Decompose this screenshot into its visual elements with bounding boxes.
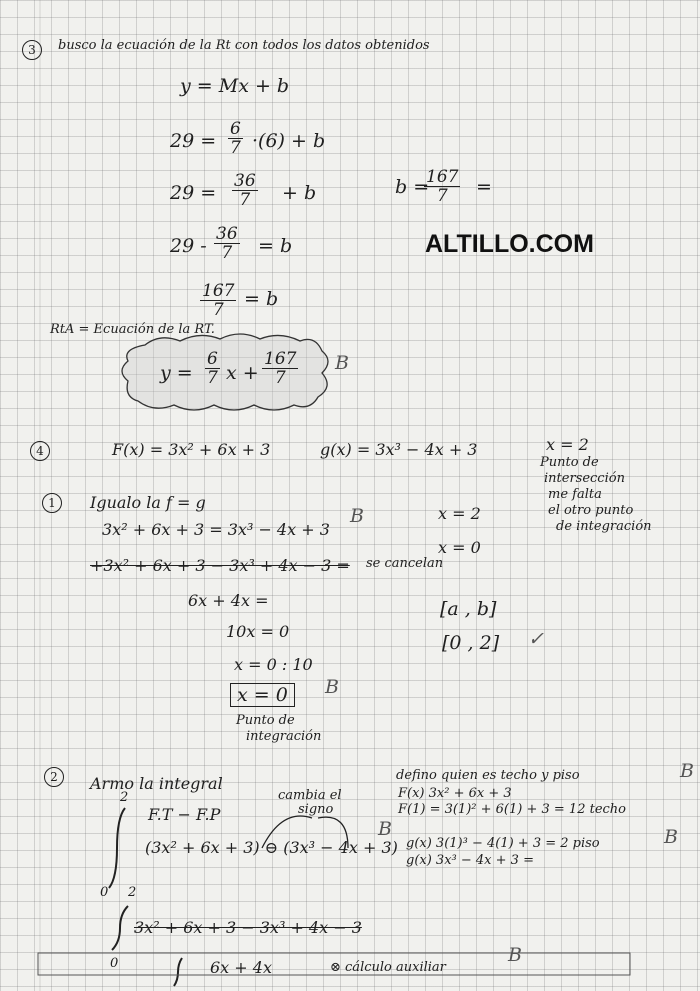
eq4-den: 7	[221, 243, 233, 263]
b-mark-5: B	[378, 818, 392, 840]
eq3-side-right: =	[476, 176, 492, 198]
cambia-label: cambia el	[278, 788, 342, 803]
eq4-left: 29 -	[170, 235, 207, 257]
section-number-3: 3	[22, 40, 42, 60]
eq2-fraction	[228, 120, 243, 157]
answer-y: y =	[160, 362, 193, 384]
boxed-result	[230, 684, 295, 706]
answer-mid: x +	[226, 362, 259, 384]
eq3-side-left: b =	[395, 176, 430, 198]
function-f: F(x) = 3x² + 6x + 3	[112, 440, 271, 459]
note-line-3: me falta	[548, 487, 602, 502]
part1-line2: +3x² + 6x + 3 − 3x³ + 4x − 3 =	[90, 556, 350, 575]
eq3-num: 36	[234, 171, 256, 191]
integral2-upper: 2	[128, 885, 137, 900]
integral-lower: 0	[100, 885, 109, 900]
watermark: ALTILLO.COM	[425, 230, 594, 258]
interval-ab: [a , b]	[440, 598, 497, 620]
note-line-4: el otro punto	[548, 503, 634, 518]
ft-fp: F.T − F.P	[148, 805, 221, 824]
b-mark-2: B	[350, 505, 364, 527]
answer-den-1: 7	[207, 368, 218, 388]
note-line-2: intersección	[544, 471, 625, 486]
answer-label: RtA = Ecuación de la RT.	[50, 322, 215, 337]
cancel-note: se cancelan	[366, 556, 444, 571]
b-mark-1: B	[335, 352, 349, 374]
check-mark: ✓	[528, 628, 544, 650]
part-number-2: 2	[44, 767, 64, 787]
integral-sign-2	[112, 906, 128, 950]
eq5-den: 7	[212, 300, 224, 320]
boxed-result-text: x = 0	[230, 683, 295, 707]
side-x-0: x = 0	[438, 538, 481, 557]
answer-den-2: 7	[274, 368, 286, 388]
eq2-den: 7	[230, 138, 241, 158]
eq5-num: 167	[202, 281, 235, 301]
integral-expr: (3x² + 6x + 3) ⊖ (3x³ − 4x + 3)	[145, 838, 398, 857]
interval-02: [0 , 2]	[442, 632, 500, 654]
eq3-side-num: 167	[426, 167, 459, 187]
integral2-expr: 3x² + 6x + 3 − 3x³ + 4x − 3	[134, 918, 362, 937]
bottom-expr: 6x + 4x	[210, 958, 272, 977]
note-line-5: de integración	[556, 519, 652, 534]
answer-fraction-2	[262, 350, 298, 387]
eq2-num: 6	[230, 119, 241, 139]
right-line-3: g(x) 3(1)³ − 4(1) + 3 = 2 piso	[406, 836, 600, 851]
part1-line5: x = 0 : 10	[234, 655, 313, 674]
integral2-lower: 0	[110, 956, 119, 971]
eq-line-1: y = Mx + b	[180, 75, 290, 97]
note-line-1: Punto de	[540, 455, 599, 470]
right-line-1: F(x) 3x² + 6x + 3	[398, 786, 512, 801]
b-mark-4: B	[680, 760, 694, 782]
answer-num-2: 167	[264, 349, 297, 369]
integral-sign-3	[174, 958, 182, 986]
part1-line3: 6x + 4x =	[188, 591, 269, 610]
side-x-2: x = 2	[438, 504, 481, 523]
b-mark-3: B	[325, 676, 339, 698]
section3-heading: busco la ecuación de la Rt con todos los datos obtenidos	[58, 38, 430, 53]
part1-heading: Igualo la f = g	[90, 493, 206, 512]
answer-fraction-1	[205, 350, 220, 387]
part1-line4: 10x = 0	[226, 622, 290, 641]
eq3-side-fraction	[424, 168, 460, 205]
answer-num-1: 6	[207, 349, 218, 369]
eq3-left: 29 =	[170, 182, 217, 204]
integral-sign-1	[109, 808, 125, 888]
eq3-den: 7	[239, 190, 251, 210]
eq3-right: + b	[282, 182, 317, 204]
part1-line1: 3x² + 6x + 3 = 3x³ − 4x + 3	[102, 520, 330, 539]
eq4-num: 36	[216, 224, 238, 244]
eq5-right: = b	[244, 288, 279, 310]
section-number-4: 4	[30, 441, 50, 461]
right-line-4: g(x) 3x³ − 4x + 3 =	[406, 853, 534, 868]
signo-label: signo	[298, 802, 334, 817]
eq3-side-den: 7	[436, 186, 448, 206]
integral-upper: 2	[120, 790, 129, 805]
eq2-left: 29 =	[170, 130, 217, 152]
boxed-note-1: Punto de	[236, 713, 295, 728]
eq5-fraction	[200, 282, 236, 319]
eq4-fraction	[214, 225, 240, 262]
aux-note-text: cálculo auxiliar	[345, 960, 446, 975]
eq3-fraction	[232, 172, 258, 209]
right-heading: defino quien es techo y piso	[396, 768, 580, 783]
function-g: g(x) = 3x³ − 4x + 3	[320, 440, 478, 459]
b-mark-7: B	[508, 944, 522, 966]
eq2-right: ·(6) + b	[252, 130, 326, 152]
aux-note: ⊗ cálculo auxiliar	[330, 960, 446, 975]
part-number-1: 1	[42, 493, 62, 513]
right-line-2: F(1) = 3(1)² + 6(1) + 3 = 12 techo	[398, 802, 626, 817]
part2-heading: Armo la integral	[90, 774, 223, 793]
eq4-right: = b	[258, 235, 293, 257]
boxed-note-2: integración	[246, 729, 322, 744]
note-x-2: x = 2	[546, 435, 589, 454]
b-mark-6: B	[664, 826, 678, 848]
